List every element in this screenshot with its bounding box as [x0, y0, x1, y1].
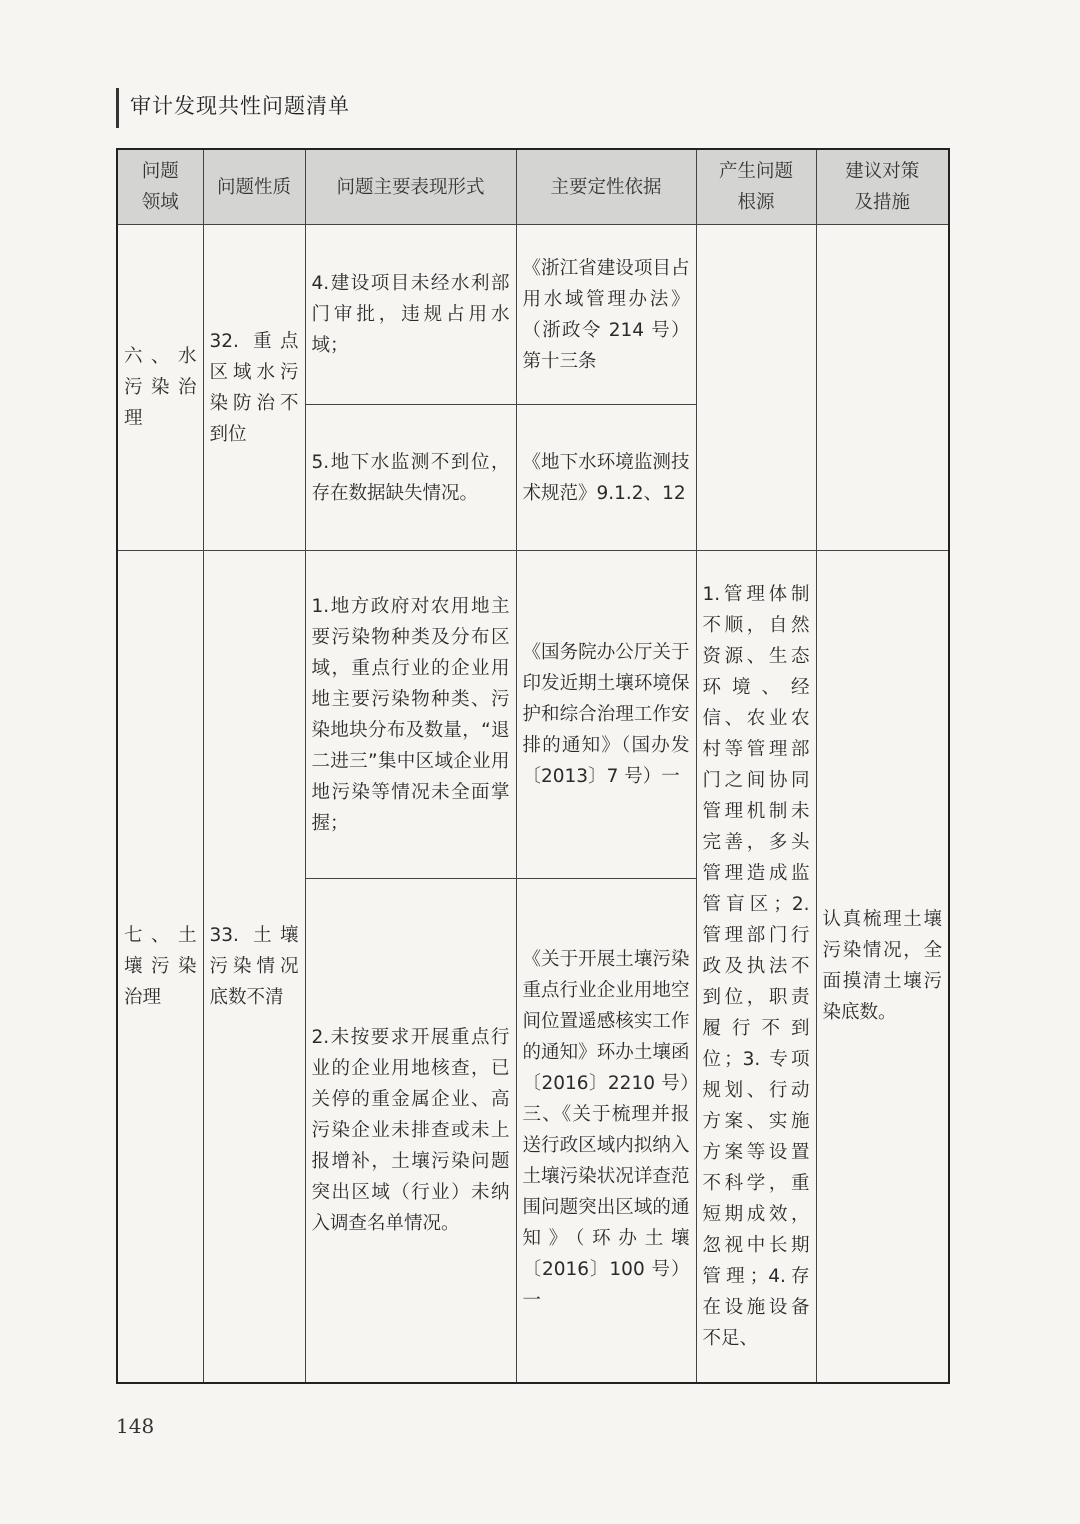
- column-header: [696, 149, 816, 225]
- column-header-label: 产生问题根源: [718, 161, 793, 213]
- form-cell: 5.地下水监测不到位，存在数据缺失情况。: [305, 405, 516, 551]
- form-cell: 2.未按要求开展重点行业的企业用地核查，已关停的重金属企业、高污染企业未排查或未上报增补，土壤污染问题突出区域（行业）未纳入调查名单情况。: [305, 879, 516, 1383]
- source-cell: 1.管理体制不顺，自然资源、生态环境、经信、农业农村等管理部门之间协同管理机制未完善，多头管理造成监管盲区；2.管理部门行政及执法不到位，职责履行不到位；3. 专项规划、行动方案、实施方案等设置不科学，重短期成效，忽视中长期管理；4.存在设施设备不足、: [696, 551, 816, 1383]
- column-header-label: 建议对策及措施: [845, 161, 920, 213]
- table-row: [117, 551, 949, 879]
- source-cell: [696, 225, 816, 551]
- basis-cell: 《国务院办公厅关于印发近期土壤环境保护和综合治理工作安排的通知》（国办发〔2013〕7 号）一: [516, 551, 696, 879]
- domain-cell: 六、水污染治理: [117, 225, 203, 551]
- column-header-label: 问题性质: [216, 176, 291, 198]
- issues-table: [116, 148, 950, 1384]
- column-header: [816, 149, 949, 225]
- column-header: [117, 149, 203, 225]
- domain-cell: 七、土壤污染治理: [117, 551, 203, 1383]
- measures-cell: [816, 225, 949, 551]
- form-cell: 1.地方政府对农用地主要污染物种类及分布区域，重点行业的企业用地主要污染物种类、污染地块分布及数量，“退二进三”集中区域企业用地污染等情况未全面掌握；: [305, 551, 516, 879]
- column-header-label: 主要定性依据: [550, 176, 662, 198]
- nature-cell: 32. 重点区域水污染防治不到位: [203, 225, 305, 551]
- nature-cell: 33. 土壤污染情况底数不清: [203, 551, 305, 1383]
- measures-cell: 认真梳理土壤污染情况，全面摸清土壤污染底数。: [816, 551, 949, 1383]
- basis-cell: 《地下水环境监测技术规范》9.1.2、12: [516, 405, 696, 551]
- column-header-label: 问题领域: [141, 161, 179, 213]
- column-header-label: 问题主要表现形式: [336, 176, 485, 198]
- column-header: [516, 149, 696, 225]
- column-header: [203, 149, 305, 225]
- header-rule: [116, 88, 119, 128]
- basis-cell: 《关于开展土壤污染重点行业企业用地空间位置遥感核实工作的通知》环办土壤函〔2016〕2210 号）三、《关于梳理并报送行政区域内拟纳入土壤污染状况详查范围问题突出区域的通知》（环办土壤〔2016〕100 号）一: [516, 879, 696, 1383]
- form-cell: 4.建设项目未经水利部门审批，违规占用水域；: [305, 225, 516, 405]
- basis-cell: 《浙江省建设项目占用水域管理办法》（浙政令 214 号）第十三条: [516, 225, 696, 405]
- column-header: [305, 149, 516, 225]
- page-number: 148: [116, 1414, 155, 1438]
- table-row: [117, 225, 949, 405]
- table-header-row: [117, 149, 949, 225]
- page-header-title: 审计发现共性问题清单: [130, 94, 350, 118]
